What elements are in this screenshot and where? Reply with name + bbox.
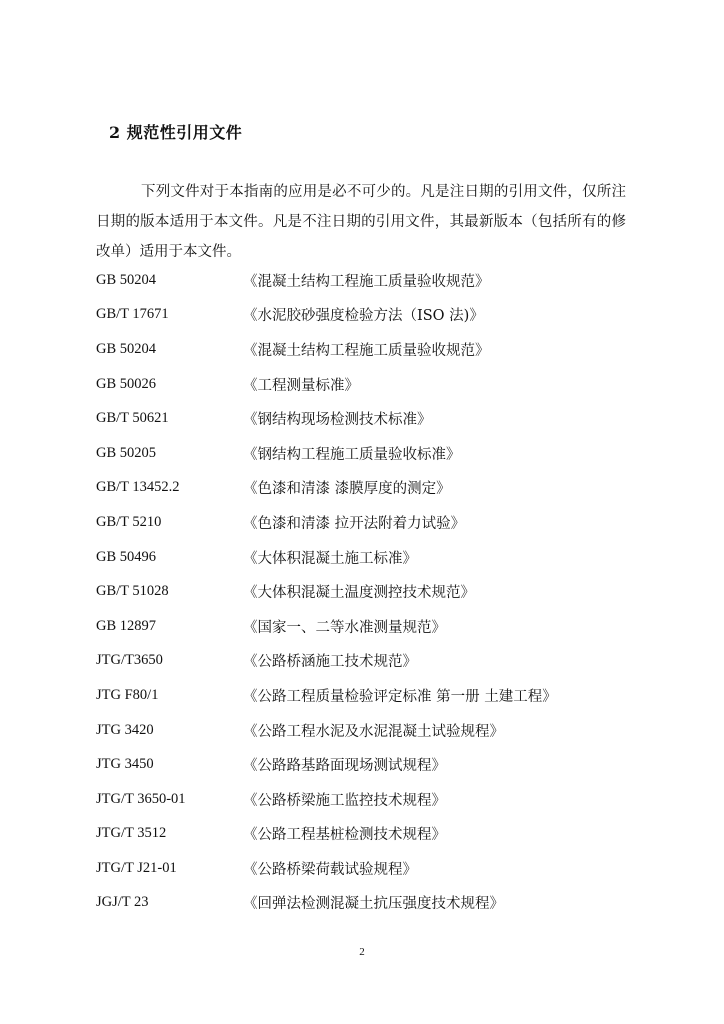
reference-code: GB/T 13452.2 xyxy=(96,479,180,496)
reference-item xyxy=(96,332,656,367)
reference-item xyxy=(96,298,656,333)
intro-paragraph: 下列文件对于本指南的应用是必不可少的。凡是注日期的引用文件，仅所注日期的版本适用于本文件。凡是不注日期的引用文件，其最新版本（包括所有的修改单）适用于本文件。 xyxy=(96,184,626,260)
reference-title: 《大体积混凝土施工标准》 xyxy=(243,550,417,567)
reference-item xyxy=(96,505,656,540)
reference-item xyxy=(96,574,656,609)
reference-code: GB 50205 xyxy=(96,444,157,461)
reference-item xyxy=(96,713,656,748)
reference-code: JTG 3420 xyxy=(96,721,154,738)
reference-title: 《公路工程水泥及水泥混凝土试验规程》 xyxy=(243,723,504,740)
reference-code: GB 50204 xyxy=(96,271,157,288)
reference-code: GB/T 5210 xyxy=(96,513,162,530)
reference-item xyxy=(96,678,656,713)
reference-code: GB 12897 xyxy=(96,617,157,634)
reference-title: 《公路工程基桩检测技术规程》 xyxy=(243,827,446,844)
reference-item xyxy=(96,540,656,575)
reference-title: 《混凝土结构工程施工质量验收规范》 xyxy=(243,342,490,359)
reference-title: 《钢结构现场检测技术标准》 xyxy=(243,412,432,429)
reference-item xyxy=(96,401,656,436)
reference-code: GB/T 50621 xyxy=(96,410,169,427)
reference-code: JTG F80/1 xyxy=(96,686,159,703)
reference-title: 《大体积混凝土温度测控技术规范》 xyxy=(243,585,475,602)
reference-item xyxy=(96,644,656,679)
reference-title: 《工程测量标准》 xyxy=(243,377,359,394)
reference-title: 《钢结构工程施工质量验收标准》 xyxy=(243,446,461,463)
reference-item xyxy=(96,782,656,817)
reference-item xyxy=(96,263,656,298)
reference-title: 《回弹法检测混凝土抗压强度技术规程》 xyxy=(243,896,504,913)
reference-item xyxy=(96,471,656,506)
reference-code: JGJ/T 23 xyxy=(96,894,149,911)
reference-item xyxy=(96,851,656,886)
page-number: 2 xyxy=(359,946,365,958)
reference-item xyxy=(96,367,656,402)
reference-title: 《公路桥梁施工监控技术规程》 xyxy=(243,792,446,809)
reference-title: 《色漆和清漆 漆膜厚度的测定》 xyxy=(243,481,451,498)
reference-code: GB/T 17671 xyxy=(96,306,169,323)
reference-item xyxy=(96,747,656,782)
section-heading: 2 规范性引用文件 xyxy=(109,123,243,142)
reference-item xyxy=(96,609,656,644)
reference-title: 《混凝土结构工程施工质量验收规范》 xyxy=(243,273,490,290)
reference-code: GB 50026 xyxy=(96,375,157,392)
reference-code: JTG/T 3650-01 xyxy=(96,790,186,807)
reference-code: GB/T 51028 xyxy=(96,583,169,600)
reference-title: 《公路桥梁荷载试验规程》 xyxy=(243,861,417,878)
reference-code: GB 50496 xyxy=(96,548,157,565)
reference-item xyxy=(96,886,656,921)
reference-code: GB 50204 xyxy=(96,340,157,357)
reference-code: JTG 3450 xyxy=(96,756,154,773)
reference-code: JTG/T J21-01 xyxy=(96,859,177,876)
reference-item xyxy=(96,817,656,852)
reference-title: 《水泥胶砂强度检验方法（ISO 法)》 xyxy=(243,308,484,325)
reference-title: 《国家一、二等水准测量规范》 xyxy=(243,619,446,636)
reference-item xyxy=(96,436,656,471)
reference-title: 《公路桥涵施工技术规范》 xyxy=(243,654,417,671)
reference-title: 《公路工程质量检验评定标准 第一册 土建工程》 xyxy=(243,688,557,705)
reference-title: 《公路路基路面现场测试规程》 xyxy=(243,758,446,775)
reference-list xyxy=(96,263,656,920)
reference-title: 《色漆和清漆 拉开法附着力试验》 xyxy=(243,515,466,532)
reference-code: JTG/T 3512 xyxy=(96,825,167,842)
reference-code: JTG/T3650 xyxy=(96,652,163,669)
